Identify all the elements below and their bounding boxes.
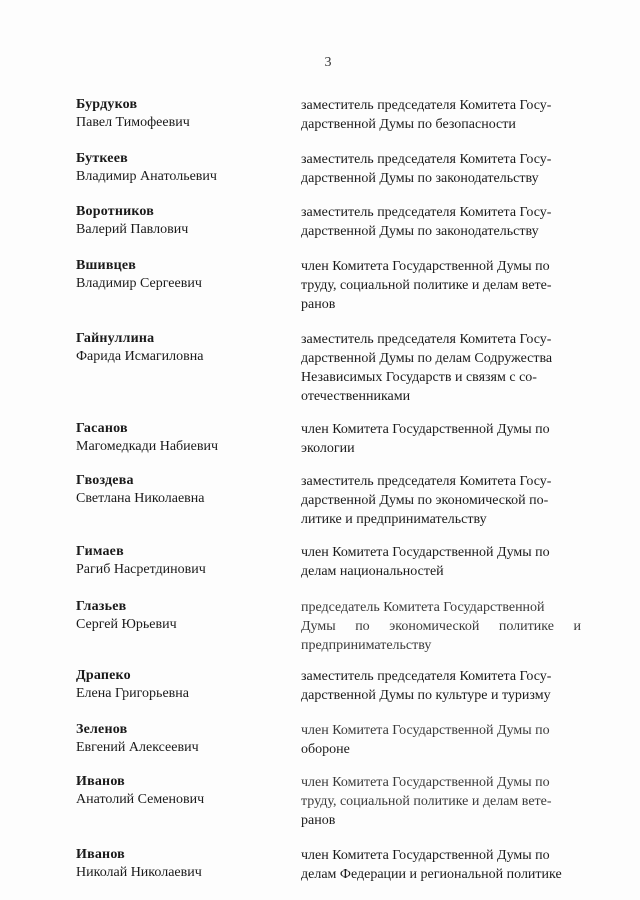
member-name: [76, 330, 286, 366]
member-surname: Зеленов: [76, 722, 128, 737]
member-surname: Иванов: [76, 847, 125, 862]
member-position: [301, 667, 581, 705]
position-line: заместитель председателя Комитета Госу-: [301, 152, 552, 167]
position-line: член Комитета Государственной Думы по: [301, 848, 550, 863]
member-surname: Буткеев: [76, 151, 128, 166]
member-surname: Драпеко: [76, 668, 131, 683]
position-line: дарственной Думы по безопасности: [301, 117, 516, 132]
member-given-name: Валерий Павлович: [76, 222, 189, 237]
member-surname: Вшивцев: [76, 258, 137, 273]
member-name: [76, 150, 286, 186]
member-given-name: Светлана Николаевна: [76, 491, 205, 506]
member-name: [76, 420, 286, 456]
member-given-name: Владимир Сергеевич: [76, 276, 202, 291]
member-name: [76, 667, 286, 703]
member-position: [301, 598, 581, 655]
position-line: заместитель председателя Комитета Госу-: [301, 474, 552, 489]
member-surname: Гвоздева: [76, 473, 134, 488]
position-line: член Комитета Государственной Думы по: [301, 775, 550, 790]
position-line: отечественниками: [301, 389, 411, 404]
member-position: [301, 150, 581, 188]
position-line: труду, социальной политике и делам вете-: [301, 794, 552, 809]
member-surname: Гимаев: [76, 544, 124, 559]
position-line: предпринимательству: [301, 638, 432, 653]
position-line: труду, социальной политике и делам вете-: [301, 278, 552, 293]
member-position: [301, 773, 581, 830]
position-line: дарственной Думы по делам Содружества: [301, 351, 553, 366]
position-line: председатель Комитета Государственной: [301, 600, 545, 615]
position-line: ранов: [301, 813, 336, 828]
member-name: [76, 96, 286, 132]
member-position: [301, 472, 581, 529]
member-position: [301, 846, 581, 884]
position-line: член Комитета Государственной Думы по: [301, 422, 550, 437]
position-line: заместитель председателя Комитета Госу-: [301, 205, 552, 220]
position-line: член Комитета Государственной Думы по: [301, 545, 550, 560]
member-surname: Бурдуков: [76, 97, 138, 112]
member-position: [301, 330, 581, 406]
position-line: экологии: [301, 441, 355, 456]
position-line: дарственной Думы по законодательству: [301, 171, 539, 186]
position-line: обороне: [301, 742, 350, 757]
position-line: заместитель председателя Комитета Госу-: [301, 98, 552, 113]
member-given-name: Анатолий Семенович: [76, 792, 205, 807]
member-position: [301, 203, 581, 241]
position-line: заместитель председателя Комитета Госу-: [301, 332, 552, 347]
member-position: [301, 721, 581, 759]
member-name: [76, 598, 286, 634]
position-line: дарственной Думы по законодательству: [301, 224, 539, 239]
position-line: заместитель председателя Комитета Госу-: [301, 669, 552, 684]
position-line: ранов: [301, 297, 336, 312]
position-line: литике и предпринимательству: [301, 512, 487, 527]
member-position: [301, 257, 581, 314]
member-position: [301, 420, 581, 458]
member-position: [301, 96, 581, 134]
page-number: 3: [324, 55, 332, 70]
position-line: делам национальностей: [301, 564, 444, 579]
position-line: дарственной Думы по экономической по-: [301, 493, 549, 508]
member-given-name: Сергей Юрьевич: [76, 617, 177, 632]
member-position: [301, 543, 581, 581]
position-line: делам Федерации и региональной политике: [301, 867, 562, 882]
member-name: [76, 773, 286, 809]
member-name: [76, 543, 286, 579]
member-name: [76, 472, 286, 508]
member-given-name: Владимир Анатольевич: [76, 169, 217, 184]
member-given-name: Магомедкади Набиевич: [76, 439, 219, 454]
position-line: Независимых Государств и связям с со-: [301, 370, 537, 385]
member-given-name: Елена Григорьевна: [76, 686, 189, 701]
member-name: [76, 257, 286, 293]
position-line: член Комитета Государственной Думы по: [301, 259, 550, 274]
member-surname: Воротников: [76, 204, 155, 219]
member-name: [76, 846, 286, 882]
member-surname: Глазьев: [76, 599, 127, 614]
member-given-name: Рагиб Насретдинович: [76, 562, 206, 577]
position-line: член Комитета Государственной Думы по: [301, 723, 550, 738]
member-given-name: Николай Николаевич: [76, 865, 202, 880]
member-name: [76, 203, 286, 239]
position-line: Думы по экономической политике и: [301, 619, 581, 634]
member-name: [76, 721, 286, 757]
member-surname: Гасанов: [76, 421, 128, 436]
member-given-name: Павел Тимофеевич: [76, 115, 190, 130]
position-line: дарственной Думы по культуре и туризму: [301, 688, 551, 703]
member-given-name: Евгений Алексеевич: [76, 740, 199, 755]
member-surname: Иванов: [76, 774, 125, 789]
member-surname: Гайнуллина: [76, 331, 155, 346]
member-given-name: Фарида Исмагиловна: [76, 349, 204, 364]
